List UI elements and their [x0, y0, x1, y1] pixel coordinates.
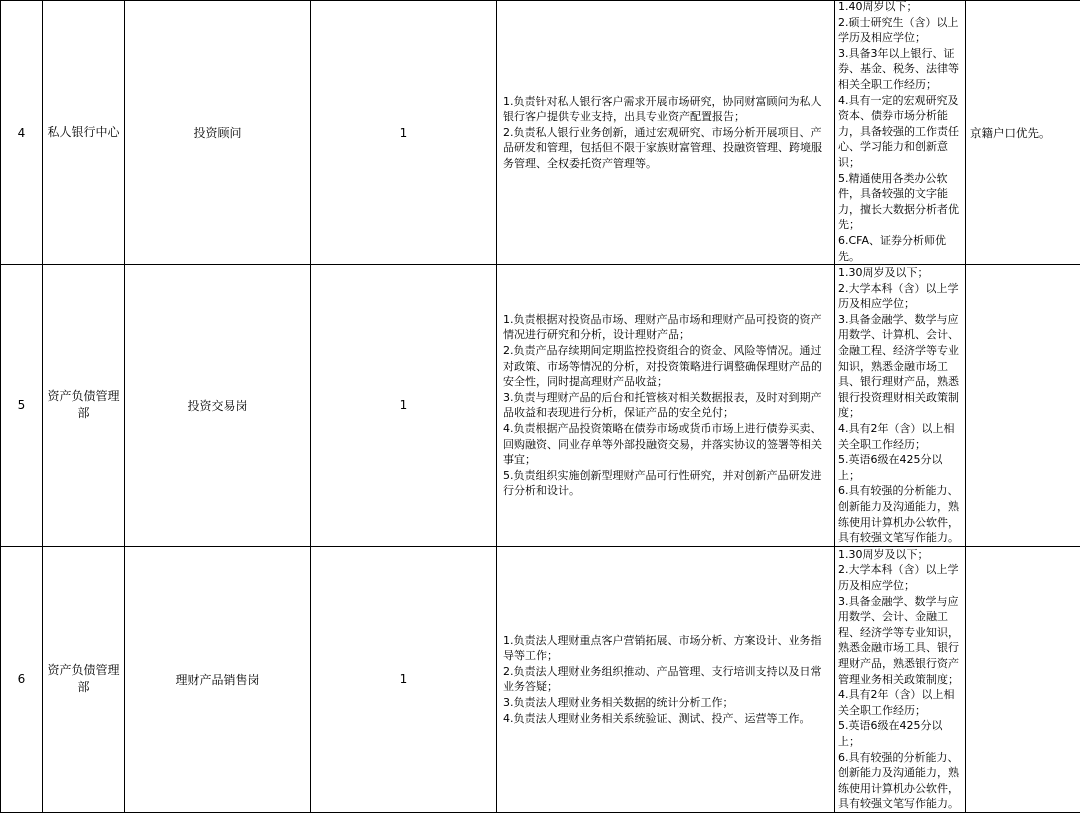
requirement-item: 1.40周岁以下； — [838, 0, 961, 15]
duty-item: 4.负责根据产品投资策略在债券市场或货币市场上进行债券买卖、回购融资、同业存单等外部投融资交易，并落实协议的签署等相关事宜； — [503, 421, 830, 468]
duties-list — [497, 312, 834, 499]
requirement-item: 2.大学本科（含）以上学历及相应学位； — [838, 562, 961, 593]
note-cell — [966, 1, 1080, 265]
requirement-item: 1.30周岁及以下； — [838, 265, 961, 281]
requirement-item: 3.具备金融学、数学与应用数学、会计、金融工程、经济学等专业知识，熟悉金融市场工具、银行理财产品，熟悉银行资产管理业务相关政策制度； — [838, 594, 961, 688]
requirement-item: 6.CFA、证券分析师优先。 — [838, 233, 961, 264]
duties-list — [497, 633, 834, 727]
requirement-item: 3.具备金融学、数学与应用数学、计算机、会计、金融工程、经济学等专业知识，熟悉金融市场工具、银行理财产品，熟悉银行投资理财相关政策制度； — [838, 312, 961, 421]
headcount-cell: 1 — [311, 1, 497, 265]
headcount-cell: 1 — [311, 265, 497, 547]
duties-list — [497, 94, 834, 172]
duty-item: 1.负责根据对投资品市场、理财产品市场和理财产品可投资的资产情况进行研究和分析，设计理财产品； — [503, 312, 830, 343]
requirements-cell — [835, 265, 966, 547]
requirements-list — [835, 547, 965, 812]
duty-item: 3.负责法人理财业务相关数据的统计分析工作； — [503, 695, 830, 711]
table-body — [1, 1, 1080, 813]
table-row — [1, 265, 1080, 547]
duty-item: 2.负责产品存续期间定期监控投资组合的资金、风险等情况。通过对政策、市场等情况的分析，对投资策略进行调整确保理财产品的安全性，同时提高理财产品收益； — [503, 343, 830, 390]
requirement-item: 1.30周岁及以下； — [838, 547, 961, 563]
note-cell — [966, 546, 1080, 812]
headcount-cell: 1 — [311, 546, 497, 812]
duties-cell — [497, 1, 835, 265]
department-cell: 私人银行中心 — [43, 1, 125, 265]
table-row — [1, 546, 1080, 812]
duty-item: 3.负责与理财产品的后台和托管核对相关数据报表，及时对到期产品收益和表现进行分析，保证产品的安全兑付； — [503, 390, 830, 421]
requirement-item: 6.具有较强的分析能力、创新能力及沟通能力，熟练使用计算机办公软件，具有较强文笔写作能力。 — [838, 483, 961, 545]
position-cell: 投资顾问 — [125, 1, 311, 265]
position-cell: 投资交易岗 — [125, 265, 311, 547]
duty-item: 4.负责法人理财业务相关系统验证、测试、投产、运营等工作。 — [503, 711, 830, 727]
requirement-item: 4.具有2年（含）以上相关全职工作经历； — [838, 421, 961, 452]
requirements-list — [835, 265, 965, 546]
department-cell: 资产负债管理部 — [43, 265, 125, 547]
requirement-item: 6.具有较强的分析能力、创新能力及沟通能力，熟练使用计算机办公软件，具有较强文笔写作能力。 — [838, 750, 961, 812]
note-text: 京籍户口优先。 — [966, 125, 1080, 141]
requirements-cell — [835, 546, 966, 812]
duty-item: 2.负责私人银行业务创新，通过宏观研究、市场分析开展项目、产品研发和管理，包括但不限于家族财富管理、投融资管理、跨境服务管理、全权委托资产管理等。 — [503, 125, 830, 172]
requirement-item: 3.具备3年以上银行、证券、基金、税务、法律等相关全职工作经历； — [838, 46, 961, 93]
row-index: 6 — [1, 546, 43, 812]
requirement-item: 2.大学本科（含）以上学历及相应学位； — [838, 281, 961, 312]
note-cell — [966, 265, 1080, 547]
requirement-item: 5.精通使用各类办公软件，具备较强的文字能力，擅长大数据分析者优先； — [838, 171, 961, 233]
table-row — [1, 1, 1080, 265]
duty-item: 2.负责法人理财业务组织推动、产品管理、支行培训支持以及日常业务答疑； — [503, 664, 830, 695]
requirements-cell — [835, 1, 966, 265]
row-index: 4 — [1, 1, 43, 265]
duties-cell — [497, 546, 835, 812]
duty-item: 1.负责法人理财重点客户营销拓展、市场分析、方案设计、业务指导等工作； — [503, 633, 830, 664]
duty-item: 1.负责针对私人银行客户需求开展市场研究，协同财富顾问为私人银行客户提供专业支持，出具专业资产配置报告； — [503, 94, 830, 125]
position-cell: 理财产品销售岗 — [125, 546, 311, 812]
requirements-list — [835, 0, 965, 264]
department-cell: 资产负债管理部 — [43, 546, 125, 812]
row-index: 5 — [1, 265, 43, 547]
requirement-item: 5.英语6级在425分以上； — [838, 452, 961, 483]
requirement-item: 4.具有2年（含）以上相关全职工作经历； — [838, 687, 961, 718]
requirement-item: 4.具有一定的宏观研究及资本、债券市场分析能力，具备较强的工作责任心、学习能力和创新意识； — [838, 93, 961, 171]
requirement-item: 2.硕士研究生（含）以上学历及相应学位； — [838, 15, 961, 46]
duties-cell — [497, 265, 835, 547]
duty-item: 5.负责组织实施创新型理财产品可行性研究，并对创新产品研发进行分析和设计。 — [503, 468, 830, 499]
requirement-item: 5.英语6级在425分以上； — [838, 718, 961, 749]
